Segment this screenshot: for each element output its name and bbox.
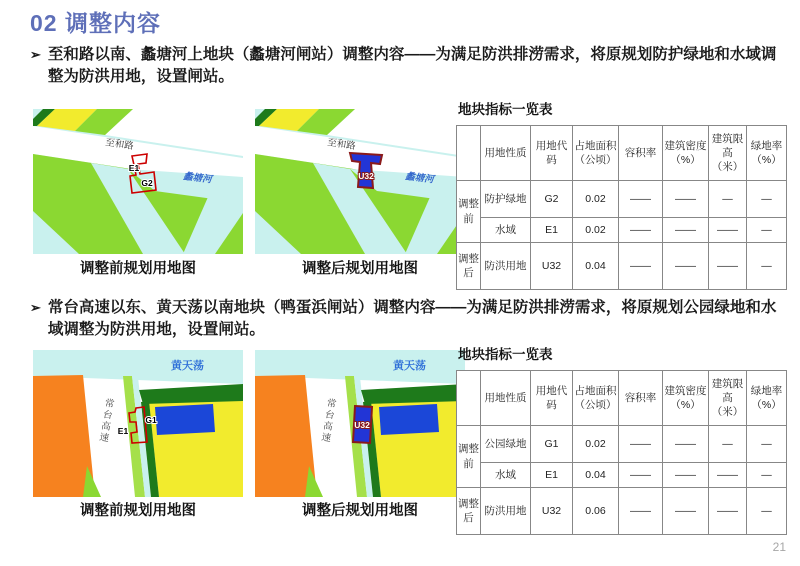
highway-label: 常台高速 bbox=[318, 397, 337, 445]
cell-area: 0.04 bbox=[573, 463, 619, 488]
cell-nature: 防洪用地 bbox=[481, 243, 531, 290]
cell-height: —— bbox=[709, 243, 747, 290]
table-row bbox=[457, 426, 787, 463]
road-label: 至和路 bbox=[104, 137, 135, 153]
table-row bbox=[457, 243, 787, 290]
map-caption-after: 调整后规划用地图 bbox=[302, 261, 418, 277]
plot-code-g2: G2 bbox=[141, 178, 153, 188]
map-caption-after: 调整后规划用地图 bbox=[302, 503, 418, 519]
landuse-map-image bbox=[33, 350, 243, 497]
cell-height: —— bbox=[709, 218, 747, 243]
cell-nature: 防洪用地 bbox=[481, 488, 531, 535]
plot-indicator-table bbox=[456, 370, 787, 535]
cell-density: —— bbox=[663, 488, 709, 535]
table-row bbox=[457, 488, 787, 535]
cell-density: —— bbox=[663, 426, 709, 463]
cell-green: — bbox=[747, 426, 787, 463]
cell-area: 0.06 bbox=[573, 488, 619, 535]
cell-far: —— bbox=[619, 181, 663, 218]
plot-code-g1: G1 bbox=[145, 415, 157, 425]
plot-code-e1: E1 bbox=[117, 426, 129, 436]
road-label: 至和路 bbox=[326, 137, 357, 153]
cell-height: —— bbox=[709, 488, 747, 535]
indicator-table-section-1 bbox=[456, 98, 788, 290]
map-caption-before: 调整前规划用地图 bbox=[80, 503, 196, 519]
cell-code: U32 bbox=[531, 243, 573, 290]
cell-nature: 水域 bbox=[481, 463, 531, 488]
indicator-table-section-2 bbox=[456, 343, 788, 535]
page-title: 02 调整内容 bbox=[30, 10, 161, 36]
col-header: 建筑密度（%） bbox=[663, 126, 709, 181]
highway-label: 常台高速 bbox=[96, 397, 115, 445]
table-row bbox=[457, 181, 787, 218]
col-header: 建筑限高（米） bbox=[709, 371, 747, 426]
landuse-map-image bbox=[255, 109, 465, 254]
cell-height: —— bbox=[709, 463, 747, 488]
cell-code: G2 bbox=[531, 181, 573, 218]
lake-label: 黄天荡 bbox=[171, 360, 204, 372]
corner-cell bbox=[457, 371, 481, 426]
bullet-item-2 bbox=[30, 297, 782, 342]
bullet-arrow-icon: ➢ bbox=[30, 300, 41, 315]
group-label-before: 调整前 bbox=[457, 426, 481, 488]
col-header: 用地性质 bbox=[481, 371, 531, 426]
plot-code-e1: E1 bbox=[128, 163, 140, 173]
table-row bbox=[457, 218, 787, 243]
cell-code: E1 bbox=[531, 218, 573, 243]
river-label: 蠡塘河 bbox=[404, 171, 435, 186]
river-label: 蠡塘河 bbox=[182, 171, 213, 186]
col-header: 占地面积（公顷） bbox=[573, 126, 619, 181]
page-number: 21 bbox=[772, 540, 786, 554]
landuse-map-image bbox=[33, 109, 243, 254]
cell-density: —— bbox=[663, 218, 709, 243]
corner-cell bbox=[457, 126, 481, 181]
cell-green: — bbox=[747, 463, 787, 488]
cell-area: 0.02 bbox=[573, 218, 619, 243]
cell-area: 0.02 bbox=[573, 181, 619, 218]
cell-height: — bbox=[709, 181, 747, 218]
map-caption-before: 调整前规划用地图 bbox=[80, 261, 196, 277]
map-after-litang bbox=[255, 109, 465, 254]
col-header: 建筑限高（米） bbox=[709, 126, 747, 181]
table-row bbox=[457, 463, 787, 488]
cell-area: 0.02 bbox=[573, 426, 619, 463]
map-after-yadanbang bbox=[255, 350, 465, 497]
bullet-item-1 bbox=[30, 44, 782, 89]
cell-code: U32 bbox=[531, 488, 573, 535]
map-before-litang bbox=[33, 109, 243, 254]
cell-far: —— bbox=[619, 463, 663, 488]
col-header: 用地代码 bbox=[531, 126, 573, 181]
col-header: 用地性质 bbox=[481, 126, 531, 181]
group-label-after: 调整后 bbox=[457, 243, 481, 290]
cell-far: —— bbox=[619, 426, 663, 463]
cell-height: — bbox=[709, 426, 747, 463]
lake-label: 黄天荡 bbox=[393, 360, 426, 372]
cell-density: —— bbox=[663, 181, 709, 218]
cell-density: —— bbox=[663, 463, 709, 488]
cell-green: — bbox=[747, 218, 787, 243]
cell-far: —— bbox=[619, 218, 663, 243]
cell-green: — bbox=[747, 181, 787, 218]
col-header: 占地面积（公顷） bbox=[573, 371, 619, 426]
cell-green: — bbox=[747, 488, 787, 535]
group-label-after: 调整后 bbox=[457, 488, 481, 535]
cell-far: —— bbox=[619, 243, 663, 290]
cell-density: —— bbox=[663, 243, 709, 290]
cell-nature: 水域 bbox=[481, 218, 531, 243]
col-header: 容积率 bbox=[619, 371, 663, 426]
map-before-yadanbang bbox=[33, 350, 243, 497]
bullet-text: 至和路以南、蠡塘河上地块（蠡塘河闸站）调整内容——为满足防洪排涝需求，将原规划防护绿地和水域调整为防洪用地，设置闸站。 bbox=[47, 46, 777, 86]
col-header: 容积率 bbox=[619, 126, 663, 181]
plot-indicator-table bbox=[456, 125, 787, 290]
col-header: 建筑密度（%） bbox=[663, 371, 709, 426]
cell-code: G1 bbox=[531, 426, 573, 463]
blue-parcel bbox=[155, 404, 215, 435]
cell-green: — bbox=[747, 243, 787, 290]
col-header: 用地代码 bbox=[531, 371, 573, 426]
group-label-before: 调整前 bbox=[457, 181, 481, 243]
col-header: 绿地率（%） bbox=[747, 126, 787, 181]
cell-nature: 公园绿地 bbox=[481, 426, 531, 463]
bullet-arrow-icon: ➢ bbox=[30, 47, 41, 62]
cell-far: —— bbox=[619, 488, 663, 535]
col-header: 绿地率（%） bbox=[747, 371, 787, 426]
landuse-map-image bbox=[255, 350, 465, 497]
bullet-text: 常台高速以东、黄天荡以南地块（鸭蛋浜闸站）调整内容——为满足防洪排涝需求，将原规划公园绿地和水域调整为防洪用地，设置闸站。 bbox=[47, 299, 777, 339]
cell-code: E1 bbox=[531, 463, 573, 488]
table-title: 地块指标一览表 bbox=[458, 347, 553, 362]
cell-area: 0.04 bbox=[573, 243, 619, 290]
table-title: 地块指标一览表 bbox=[458, 102, 553, 117]
plot-code-u32: U32 bbox=[354, 420, 370, 430]
cell-nature: 防护绿地 bbox=[481, 181, 531, 218]
blue-parcel bbox=[379, 404, 439, 435]
plot-code-u32: U32 bbox=[358, 171, 374, 181]
